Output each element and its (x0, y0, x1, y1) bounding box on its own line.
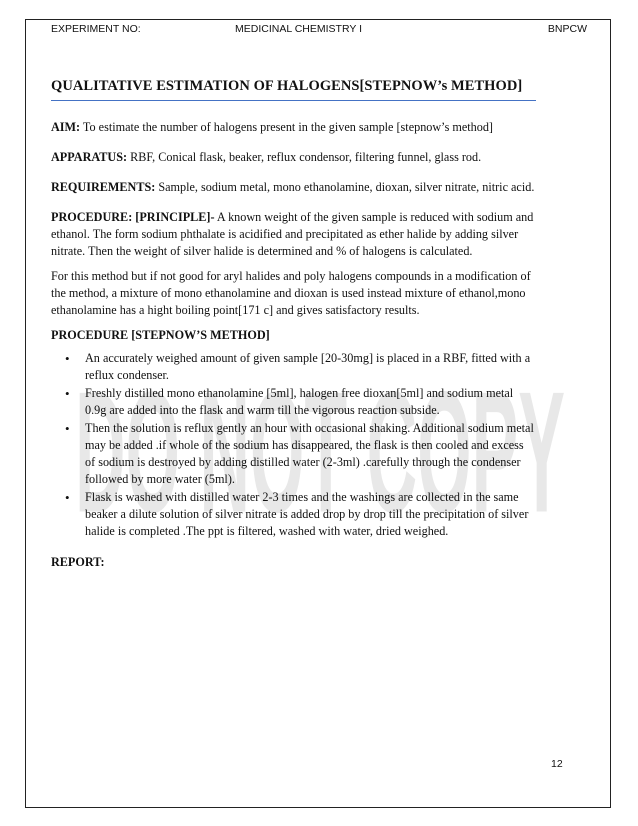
aim-text: To estimate the number of halogens present in the given sample [stepnow’s method] (80, 120, 493, 134)
list-item: • Freshly distilled mono ethanolamine [5ml], halogen free dioxan[5ml] and sodium metal 0.9g are added into the flask and warm till the vigorous reaction subside. (85, 385, 536, 419)
procedure-heading-text: PROCEDURE [STEPNOW’S METHOD] (51, 328, 270, 342)
principle-text: A known weight of the given sample is reduced with sodium and ethanol. The form sodium phthalate is acidified and precipitated as ether halide by adding silver nitrate. Then the weight of silver halide is determined and % of halogens is calculated. (51, 210, 534, 258)
principle-label: PROCEDURE: [PRINCIPLE]- (51, 210, 215, 224)
principle-paragraph (51, 209, 536, 260)
apparatus-paragraph (51, 149, 536, 166)
list-item: • Flask is washed with distilled water 2-3 times and the washings are collected in the same beaker a dilute solution of silver nitrate is added drop by drop till the precipitation of silver halide is completed .The ppt is filtered, washed with water, dried weighed. (85, 489, 536, 540)
apparatus-text: RBF, Conical flask, beaker, reflux condensor, filtering funnel, glass rod. (127, 150, 482, 164)
requirements-label: REQUIREMENTS: (51, 180, 156, 194)
header-institution: BNPCW (547, 23, 587, 35)
aim-paragraph (51, 119, 536, 136)
report-label: REPORT: (51, 555, 105, 569)
document-body (51, 77, 536, 571)
watermark-text: DO NOT COPY (75, 385, 565, 535)
header-experiment-no: EXPERIMENT NO: (51, 23, 141, 35)
procedure-heading (51, 327, 536, 344)
list-item: • Then the solution is reflux gently an hour with occasional shaking. Additional sodium metal may be added .if whole of the sodium has disappeared, the flask is then cooled and excess of sodium is destroyed by adding distilled water (2-3ml) .carefully through the condenser followed by more water (5ml). (85, 420, 536, 488)
page-title: QUALITATIVE ESTIMATION OF HALOGENS[STEPNOW’s METHOD] (51, 77, 536, 101)
requirements-text: Sample, sodium metal, mono ethanolamine, dioxan, silver nitrate, nitric acid. (155, 180, 535, 194)
page-number: 12 (551, 758, 563, 770)
page-header (51, 23, 587, 37)
header-subject: MEDICINAL CHEMISTRY I (235, 23, 362, 35)
list-item: • An accurately weighed amount of given sample [20-30mg] is placed in a RBF, fitted with a reflux condenser. (85, 350, 536, 384)
modification-paragraph: For this method but if not good for aryl halides and poly halogens compounds in a modification of the method, a mixture of mono ethanolamine and dioxan is used instead mixture of ethanol,mono ethanolamine has a hight boiling point[171 c] and gives satisfactory results. (51, 269, 531, 317)
procedure-steps-list (51, 350, 536, 540)
apparatus-label: APPARATUS: (51, 150, 128, 164)
aim-label: AIM: (51, 120, 81, 134)
requirements-paragraph (51, 179, 536, 196)
